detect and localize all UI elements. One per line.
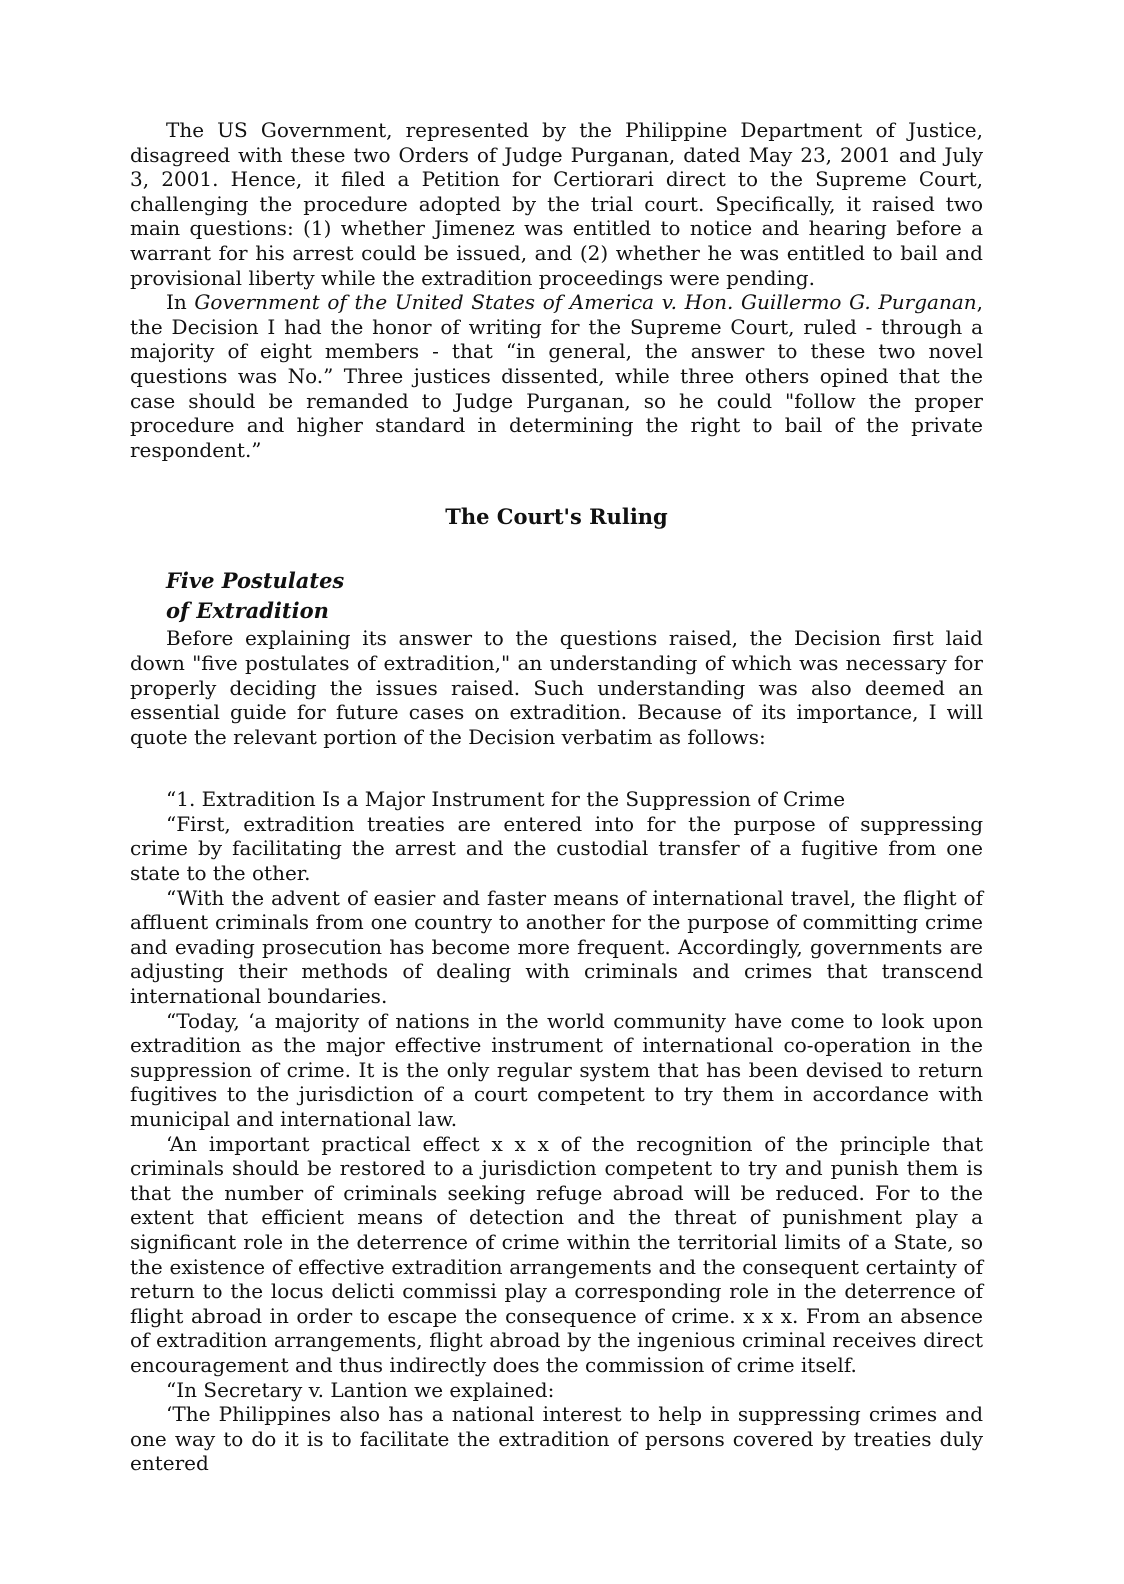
spacer <box>130 749 983 787</box>
quote-title: “1. Extradition Is a Major Instrument for the Suppression of Crime <box>166 787 846 812</box>
purganan-paragraph <box>130 290 983 462</box>
document-page <box>130 118 983 1476</box>
quote-paragraph: “Today, ‘a majority of nations in the world community have come to look upon extradition as the major effective instrument of international co-operation in the suppression of crime. It is the only regular system that has been devised to return fugitives to the jurisdiction of a court competent to try them in accordance with municipal and international law. <box>130 1008 983 1131</box>
subsection-heading-line2: of Extradition <box>166 598 329 624</box>
postulates-intro-paragraph: Before explaining its answer to the questions raised, the Decision first laid down "five postulates of extradition," an understanding of which was necessary for properly deciding the issues raised. Such understanding was also deemed an essential guide for future cases on extradition. Because of its importance, I will quote the relevant portion of the Decision verbatim as follows: <box>130 626 983 749</box>
section-heading: The Court's Ruling <box>445 504 668 530</box>
intro-paragraph: The US Government, represented by the Philippine Department of Justice, disagreed with these two Orders of Judge Purganan, dated May 23, 2001 and July 3, 2001. Hence, it filed a Petition for Certiorari direct to the Supreme Court, challenging the procedure adopted by the trial court. Specifically, it raised two main questions: (1) whether Jimenez was entitled to notice and hearing before a warrant for his arrest could be issued, and (2) whether he was entitled to bail and provisional liberty while the extradition proceedings were pending. <box>130 118 983 290</box>
case-name: Government of the United States of America v. Hon. Guillermo G. Purganan <box>194 290 977 315</box>
purganan-paragraph-rest: , the Decision I had the honor of writing for the Supreme Court, ruled - through a majority of eight members - that “in general, the answer to these two novel questions was No.” Three justices dissented, while three others opined that the case should be remanded to Judge Purganan, so he could "follow the proper procedure and higher standard in determining the right to bail of the private respondent.” <box>130 290 984 462</box>
purganan-paragraph-lead: In <box>166 290 195 315</box>
quote-paragraph: “First, extradition treaties are entered into for the purpose of suppressing crime by facilitating the arrest and the custodial transfer of a fugitive from one state to the other. <box>130 811 983 886</box>
quote-paragraph: “With the advent of easier and faster means of international travel, the flight of affluent criminals from one country to another for the purpose of committing crime and evading prosecution has become more frequent. Accordingly, governments are adjusting their methods of dealing with criminals and crimes that transcend international boundaries. <box>130 885 983 1009</box>
subsection-heading <box>166 566 983 626</box>
quote-paragraph: “In Secretary v. Lantion we explained: <box>166 1377 555 1402</box>
quote-paragraph: ‘The Philippines also has a national interest to help in suppressing crimes and one way to do it is to facilitate the extradition of persons covered by treaties duly entered <box>130 1402 983 1476</box>
quote-paragraph: ‘An important practical effect x x x of the recognition of the principle that criminals should be restored to a jurisdiction competent to try and punish them is that the number of criminals seeking refuge abroad will be reduced. For to the extent that efficient means of detection and the threat of punishment play a significant role in the deterrence of crime within the territorial limits of a State, so the existence of effective extradition arrangements and the consequent certainty of return to the locus delicti commissi play a corresponding role in the deterrence of flight abroad in order to escape the consequence of crime. x x x. From an absence of extradition arrangements, flight abroad by the ingenious criminal receives direct encouragement and thus indirectly does the commission of crime itself. <box>130 1131 983 1377</box>
subsection-heading-line1: Five Postulates <box>166 568 345 594</box>
